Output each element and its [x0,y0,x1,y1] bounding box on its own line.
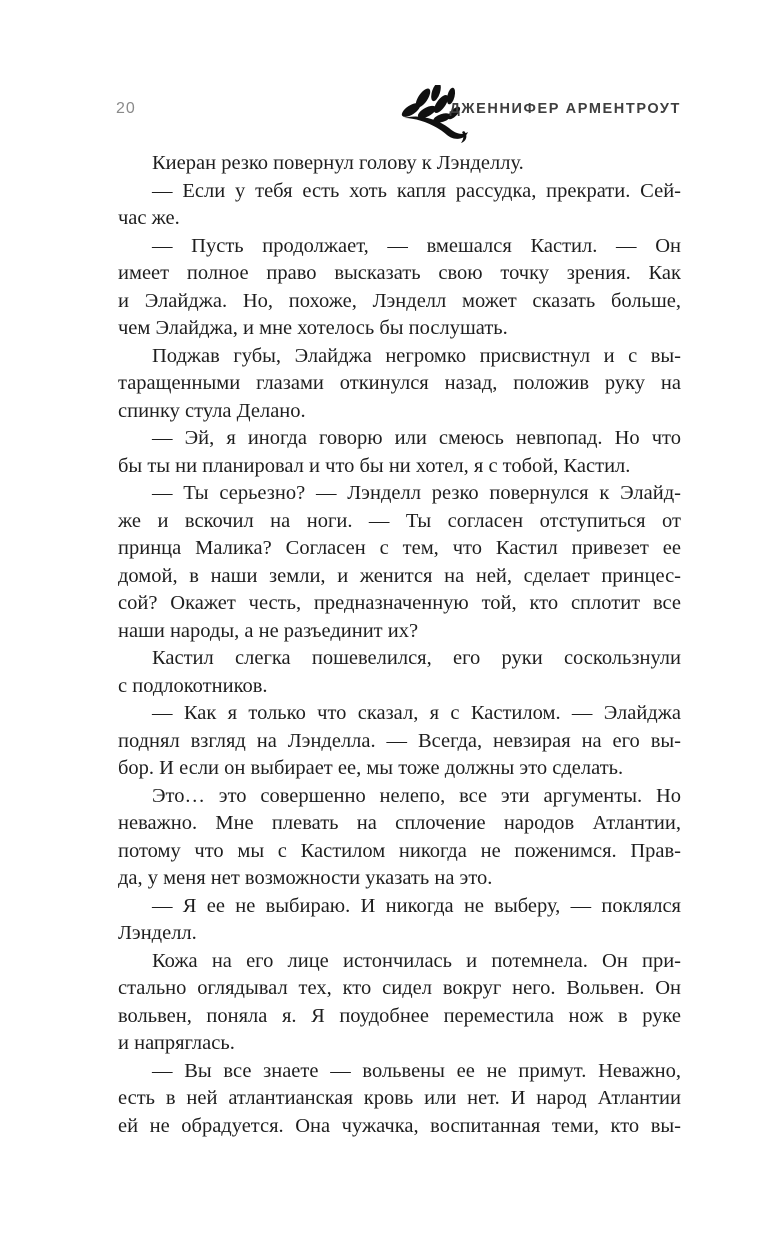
body-text [118,150,681,1140]
text-line: таращенными глазами откинулся назад, положив руку на [118,372,681,394]
text-line: поднял взгляд на Лэнделла. — Всегда, невзирая на его вы- [118,729,681,752]
text-line: и Элайджа. Но, похоже, Лэнделл может сказать больше, [118,289,681,312]
running-header-title: ДЖЕННИФЕР АРМЕНТРОУТ [449,101,681,117]
text-line: Кастил слегка пошевелился, его руки соскользнули [152,647,681,669]
text-line: стально оглядывал тех, кто сидел вокруг него. Вольвен. Он [118,977,681,999]
text-line: ей не обрадуется. Она чужачка, воспитанная теми, кто вы- [118,1114,681,1137]
text-line: потому что мы с Кастилом никогда не поженимся. Прав- [118,839,681,862]
text-line: имеет полное право высказать свою точку зрения. Как [118,262,681,284]
text-line: бор. И если он выбирает ее, мы тоже должны это сделать. [118,757,624,779]
text-line: — Пусть продолжает, — вмешался Кастил. — Он [152,234,681,257]
running-header [449,99,681,119]
text-line: чем Элайджа, и мне хотелось бы послушать. [118,317,508,339]
text-line: Это… это совершенно нелепо, все эти аргументы. Но [152,784,681,807]
text-line: вольвен, поняла я. Я поудобнее переместила нож в руке [118,1004,681,1027]
text-line: — Вы все знаете — вольвены ее не примут. Неважно, [152,1059,681,1082]
text-line: с подлокотников. [118,674,268,697]
text-line: домой, в наши земли, и женится на ней, сделает принцес- [118,564,681,587]
text-line: спинку стула Делано. [118,399,306,422]
text-line: есть в ней атлантианская кровь или нет. И народ Атлантии [118,1087,681,1109]
text-line: — Если у тебя есть хоть капля рассудка, прекрати. Сей- [152,179,681,202]
text-line: — Эй, я иногда говорю или смеюсь невпопад. Но что [152,427,681,449]
text-line: Киеран резко повернул голову к Лэнделлу. [152,152,524,174]
text-line: Поджав губы, Элайджа негромко присвистнул и с вы- [152,344,681,367]
text-line: — Ты серьезно? — Лэнделл резко повернулся к Элайд- [152,482,681,504]
text-line: Кожа на его лице истончилась и потемнела. Он при- [152,949,681,972]
text-line: же и вскочил на ноги. — Ты согласен отступиться от [118,509,681,532]
text-line: сой? Окажет честь, предназначенную той, кто сплотит все [118,592,681,614]
text-line: наши народы, а не разъединит их? [118,619,419,642]
text-line: бы ты ни планировал и что бы ни хотел, я с тобой, Кастил. [118,454,631,477]
text-line: неважно. Мне плевать на сплочение народов Атлантии, [118,812,681,834]
text-line: — Я ее не выбираю. И никогда не выберу, — поклялся [152,894,681,917]
text-line: принца Малика? Согласен с тем, что Кастил привезет ее [118,537,681,559]
text-line: Лэнделл. [118,922,197,944]
text-line: — Как я только что сказал, я с Кастилом. — Элайджа [152,702,681,724]
text-line: час же. [118,207,180,229]
text-line: и напряглась. [118,1032,235,1054]
page-number: 20 [116,100,136,117]
text-line: да, у меня нет возможности указать на это. [118,867,493,889]
